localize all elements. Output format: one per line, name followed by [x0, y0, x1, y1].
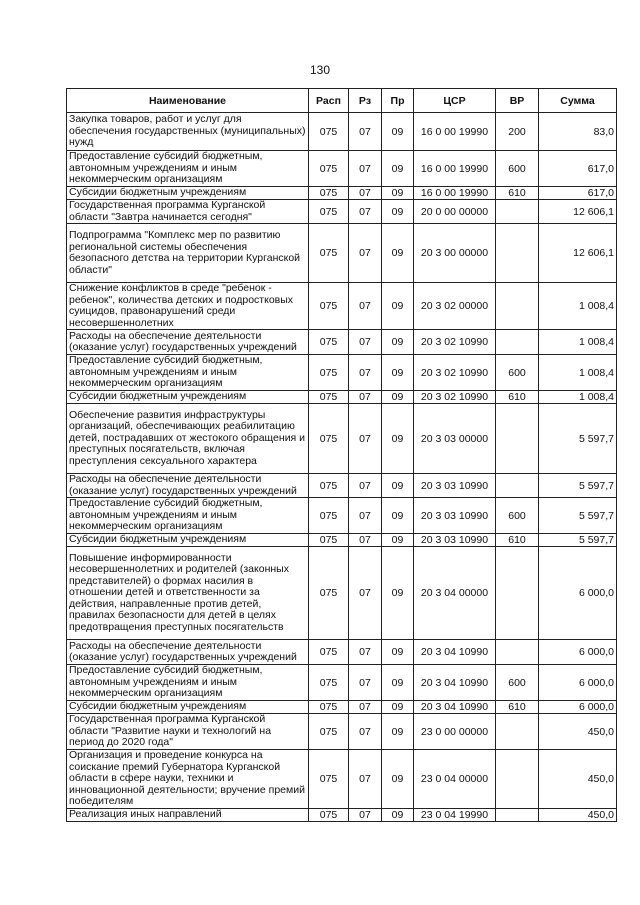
row-rasp: 075 [309, 404, 349, 474]
row-rz: 07 [349, 187, 382, 200]
row-rasp: 075 [309, 283, 349, 330]
row-csr: 20 3 02 10990 [414, 355, 496, 391]
row-rz: 07 [349, 391, 382, 404]
table-row [67, 355, 617, 391]
row-vr: 600 [496, 355, 539, 391]
header-csr: ЦСР [414, 89, 496, 113]
row-name: Расходы на обеспечение деятельности (оказание услуг) государственных учреждений [67, 640, 309, 665]
row-vr [496, 474, 539, 498]
row-sum: 617,0 [539, 151, 617, 187]
table-body [67, 113, 617, 822]
row-name: Расходы на обеспечение деятельности (оказание услуг) государственных учреждений [67, 474, 309, 498]
table-row [67, 113, 617, 151]
row-name: Подпрограмма "Комплекс мер по развитию региональной системы обеспечения безопасного детства на территории Курганской области" [67, 224, 309, 283]
row-sum: 6 000,0 [539, 701, 617, 714]
row-rasp: 075 [309, 355, 349, 391]
row-csr: 20 3 02 10990 [414, 330, 496, 355]
table-row [67, 547, 617, 640]
row-rasp: 075 [309, 640, 349, 665]
table-row [67, 404, 617, 474]
row-rz: 07 [349, 200, 382, 224]
table-row [67, 701, 617, 714]
table-row [67, 750, 617, 809]
row-rz: 07 [349, 151, 382, 187]
row-vr [496, 330, 539, 355]
row-csr: 20 3 00 00000 [414, 224, 496, 283]
row-csr: 16 0 00 19990 [414, 187, 496, 200]
table-row [67, 665, 617, 701]
row-rasp: 075 [309, 224, 349, 283]
row-pr: 09 [382, 474, 414, 498]
row-sum: 83,0 [539, 113, 617, 151]
row-vr: 610 [496, 701, 539, 714]
row-csr: 20 0 00 00000 [414, 200, 496, 224]
row-vr: 600 [496, 151, 539, 187]
row-rz: 07 [349, 714, 382, 750]
row-rz: 07 [349, 404, 382, 474]
row-sum: 1 008,4 [539, 355, 617, 391]
row-vr [496, 200, 539, 224]
row-csr: 23 0 04 00000 [414, 750, 496, 809]
row-rz: 07 [349, 750, 382, 809]
row-vr [496, 283, 539, 330]
row-name: Государственная программа Курганской области "Завтра начинается сегодня" [67, 200, 309, 224]
table-row [67, 151, 617, 187]
row-pr: 09 [382, 283, 414, 330]
row-pr: 09 [382, 534, 414, 547]
row-name: Субсидии бюджетным учреждениям [67, 534, 309, 547]
row-csr: 16 0 00 19990 [414, 113, 496, 151]
row-rasp: 075 [309, 547, 349, 640]
row-name: Расходы на обеспечение деятельности (оказание услуг) государственных учреждений [67, 330, 309, 355]
row-vr [496, 750, 539, 809]
row-rasp: 075 [309, 714, 349, 750]
row-name: Обеспечение развития инфраструктуры организаций, обеспечивающих реабилитацию детей, пострадавших от жестокого обращения и преступных посягательств, включая преступления сексуального характера [67, 404, 309, 474]
row-name: Государственная программа Курганской области "Развитие науки и технологий на период до 2020 года" [67, 714, 309, 750]
row-name: Закупка товаров, работ и услуг для обеспечения государственных (муниципальных) нужд [67, 113, 309, 151]
row-sum: 6 000,0 [539, 640, 617, 665]
row-rz: 07 [349, 113, 382, 151]
row-name: Предоставление субсидий бюджетным, автономным учреждениям и иным некоммерческим организациям [67, 498, 309, 534]
row-csr: 20 3 03 10990 [414, 498, 496, 534]
row-pr: 09 [382, 640, 414, 665]
row-name: Организация и проведение конкурса на соискание премий Губернатора Курганской области в сфере науки, техники и инновационной деятельности; вручение премий победителям [67, 750, 309, 809]
row-rz: 07 [349, 547, 382, 640]
table-row [67, 187, 617, 200]
row-sum: 450,0 [539, 809, 617, 822]
row-pr: 09 [382, 330, 414, 355]
header-sum: Сумма [539, 89, 617, 113]
row-pr: 09 [382, 355, 414, 391]
row-vr: 610 [496, 187, 539, 200]
row-pr: 09 [382, 187, 414, 200]
row-csr: 20 3 03 10990 [414, 534, 496, 547]
row-rasp: 075 [309, 809, 349, 822]
table-header-row [67, 89, 617, 113]
row-rz: 07 [349, 640, 382, 665]
row-name: Субсидии бюджетным учреждениям [67, 187, 309, 200]
row-name: Предоставление субсидий бюджетным, автономным учреждениям и иным некоммерческим организациям [67, 665, 309, 701]
table-row [67, 534, 617, 547]
row-pr: 09 [382, 750, 414, 809]
row-pr: 09 [382, 391, 414, 404]
row-rz: 07 [349, 474, 382, 498]
row-rasp: 075 [309, 474, 349, 498]
row-rz: 07 [349, 283, 382, 330]
row-sum: 5 597,7 [539, 404, 617, 474]
row-csr: 20 3 04 00000 [414, 547, 496, 640]
row-name: Субсидии бюджетным учреждениям [67, 391, 309, 404]
row-rz: 07 [349, 224, 382, 283]
row-csr: 20 3 02 00000 [414, 283, 496, 330]
row-rasp: 075 [309, 200, 349, 224]
row-sum: 12 606,1 [539, 224, 617, 283]
row-name: Реализация иных направлений [67, 809, 309, 822]
header-name: Наименование [67, 89, 309, 113]
row-rz: 07 [349, 701, 382, 714]
table-row [67, 200, 617, 224]
row-csr: 20 3 02 10990 [414, 391, 496, 404]
row-name: Предоставление субсидий бюджетным, автономным учреждениям и иным некоммерческим организациям [67, 151, 309, 187]
row-sum: 450,0 [539, 714, 617, 750]
table-row [67, 283, 617, 330]
row-vr [496, 404, 539, 474]
row-sum: 1 008,4 [539, 391, 617, 404]
row-vr [496, 640, 539, 665]
row-rasp: 075 [309, 665, 349, 701]
row-csr: 16 0 00 19990 [414, 151, 496, 187]
row-rz: 07 [349, 809, 382, 822]
row-sum: 617,0 [539, 187, 617, 200]
row-pr: 09 [382, 151, 414, 187]
row-name: Предоставление субсидий бюджетным, автономным учреждениям и иным некоммерческим организациям [67, 355, 309, 391]
row-pr: 09 [382, 404, 414, 474]
row-rasp: 075 [309, 151, 349, 187]
row-pr: 09 [382, 498, 414, 534]
row-sum: 6 000,0 [539, 547, 617, 640]
table-row [67, 809, 617, 822]
row-name: Снижение конфликтов в среде "ребенок - ребенок", количества детских и подростковых суицидов, правонарушений среди несовершеннолетних [67, 283, 309, 330]
table-row [67, 474, 617, 498]
row-vr: 600 [496, 498, 539, 534]
row-vr: 610 [496, 391, 539, 404]
row-csr: 23 0 04 19990 [414, 809, 496, 822]
row-rz: 07 [349, 665, 382, 701]
row-pr: 09 [382, 714, 414, 750]
row-vr [496, 224, 539, 283]
row-rasp: 075 [309, 701, 349, 714]
row-sum: 12 606,1 [539, 200, 617, 224]
header-pr: Пр [382, 89, 414, 113]
row-rasp: 075 [309, 391, 349, 404]
row-csr: 20 3 04 10990 [414, 640, 496, 665]
row-rasp: 075 [309, 330, 349, 355]
budget-table [66, 88, 617, 822]
row-csr: 20 3 04 10990 [414, 701, 496, 714]
row-name: Повышение информированности несовершеннолетних и родителей (законных представителей) о формах насилия в отношении детей и ответственности за действия, направленные против детей, правилах безопасности для детей в целях предотвращения преступных посягательств [67, 547, 309, 640]
table-row [67, 640, 617, 665]
table-row [67, 391, 617, 404]
table-row [67, 330, 617, 355]
row-vr [496, 547, 539, 640]
row-csr: 23 0 00 00000 [414, 714, 496, 750]
row-sum: 450,0 [539, 750, 617, 809]
row-sum: 5 597,7 [539, 498, 617, 534]
row-rasp: 075 [309, 750, 349, 809]
row-rz: 07 [349, 330, 382, 355]
row-pr: 09 [382, 113, 414, 151]
table-row [67, 498, 617, 534]
row-sum: 5 597,7 [539, 534, 617, 547]
row-vr [496, 809, 539, 822]
row-vr: 200 [496, 113, 539, 151]
row-sum: 1 008,4 [539, 283, 617, 330]
row-csr: 20 3 03 10990 [414, 474, 496, 498]
row-sum: 1 008,4 [539, 330, 617, 355]
row-csr: 20 3 04 10990 [414, 665, 496, 701]
row-sum: 5 597,7 [539, 474, 617, 498]
row-pr: 09 [382, 200, 414, 224]
row-pr: 09 [382, 665, 414, 701]
page-number: 130 [309, 63, 331, 77]
row-pr: 09 [382, 224, 414, 283]
row-rasp: 075 [309, 534, 349, 547]
row-vr: 610 [496, 534, 539, 547]
table-row [67, 224, 617, 283]
row-rasp: 075 [309, 187, 349, 200]
table-row [67, 714, 617, 750]
row-pr: 09 [382, 547, 414, 640]
row-rasp: 075 [309, 113, 349, 151]
row-rasp: 075 [309, 498, 349, 534]
row-csr: 20 3 03 00000 [414, 404, 496, 474]
row-name: Субсидии бюджетным учреждениям [67, 701, 309, 714]
row-sum: 6 000,0 [539, 665, 617, 701]
header-rasp: Расп [309, 89, 349, 113]
row-pr: 09 [382, 701, 414, 714]
row-vr: 600 [496, 665, 539, 701]
row-pr: 09 [382, 809, 414, 822]
header-rz: Рз [349, 89, 382, 113]
header-vr: ВР [496, 89, 539, 113]
row-rz: 07 [349, 498, 382, 534]
row-rz: 07 [349, 355, 382, 391]
row-vr [496, 714, 539, 750]
row-rz: 07 [349, 534, 382, 547]
